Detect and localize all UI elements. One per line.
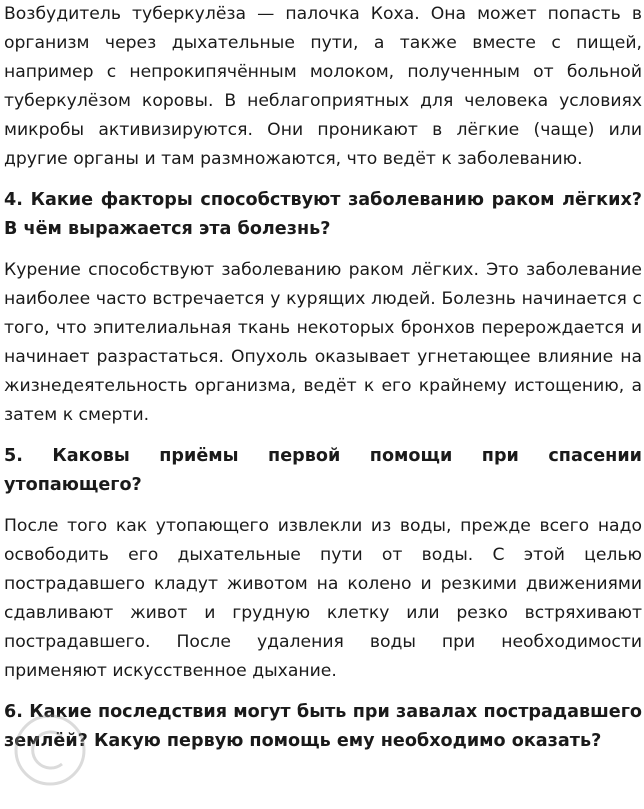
answer-3-paragraph: Возбудитель туберкулёза — палочка Коха. Она может попасть в организм через дыхательные пути, а также вместе с пищей, например с непрокипячённым молоком, полученным от больной туберкулёзом коровы. В неблагоприятных для человека условиях микробы активизируются. Они проникают в лёгкие (чаще) или другие органы и там размножаются, что ведёт к заболеванию.	[4, 4, 642, 169]
answer-5-paragraph: После того как утопающего извлекли из воды, прежде всего надо освободить его дыхательные пути от воды. С этой целью пострадавшего кладут животом на колено и резкими движениями сдавливают живот и грудную клетку или резко встряхивают пострадавшего. После удаления воды при необходимости применяют искусственное дыхание.	[4, 516, 642, 681]
question-6-heading: 6. Какие последствия могут быть при завалах пострадавшего землёй? Какую первую помощь ему необходимо оказать?	[4, 702, 642, 751]
document-page	[4, 0, 642, 756]
answer-4-paragraph: Курение способствуют заболеванию раком лёгких. Это заболевание наиболее часто встречается у курящих людей. Болезнь начинается с того, что эпителиальная ткань некоторых бронхов перерождается и начинает разрастаться. Опухоль оказывает угнетающее влияние на жизнедеятельность организма, ведёт к его крайнему истощению, а затем к смерти.	[4, 260, 642, 425]
question-5-heading: 5. Каковы приёмы первой помощи при спасении утопающего?	[4, 446, 642, 495]
question-4-heading: 4. Какие факторы способствуют заболеванию раком лёгких? В чём выражается эта болезнь?	[4, 190, 642, 239]
